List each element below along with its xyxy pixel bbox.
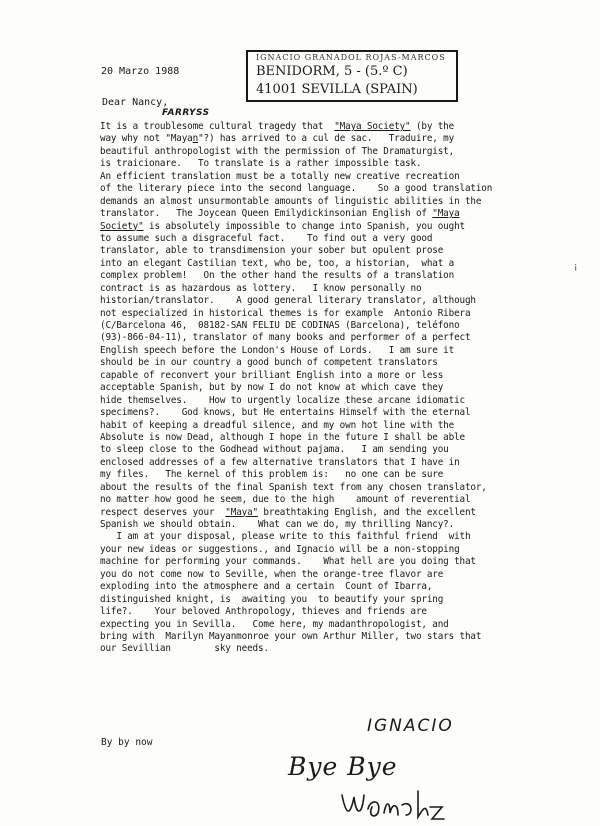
body-line — [100, 544, 580, 556]
body-line — [100, 295, 580, 307]
body-line — [100, 581, 580, 593]
body-line — [100, 158, 580, 170]
body-line-text: is traicionare. To translate is a rather impossible task. — [100, 158, 422, 170]
body-line — [100, 395, 580, 407]
body-line-text: your new ideas or suggestions., and Ignacio will be a non-stopping — [100, 543, 460, 555]
body-line — [100, 619, 580, 631]
body-line-text: capable of reconvert your brilliant English into a more or less — [100, 369, 444, 381]
body-line-text: bring with Marilyn Mayanmonroe your own Arthur Miller, two stars that — [100, 630, 482, 642]
body-line-text: respect deserves your — [100, 506, 226, 518]
body-line-text: translator, able to transdimension your sober but opulent prose — [100, 245, 444, 257]
body-line-text: (93)-866-04-11), translator of many books and performer of a perfect — [100, 332, 471, 344]
closing: By by now — [101, 737, 153, 748]
body-line — [100, 121, 580, 133]
body-line — [100, 569, 580, 581]
body-line — [100, 594, 580, 606]
body-line-text: demands an almost unsurmontable amounts of linguistic abilities in the — [100, 195, 482, 207]
body-line — [100, 171, 580, 183]
body-line-text: to sleep close to the Godhead without pajama. I am sending you — [100, 444, 449, 456]
body-line — [100, 507, 580, 519]
body-line — [100, 494, 580, 506]
stamp-city: 41001 SEVILLA (SPAIN) — [256, 82, 418, 97]
body-line — [100, 183, 580, 195]
stamp-name: IGNACIO GRANADOL ROJAS-MARCOS — [256, 53, 446, 62]
underlined-title: "Maya — [432, 208, 460, 220]
signature-name: IGNACIO — [367, 716, 454, 736]
body-line — [100, 258, 580, 270]
body-line — [100, 146, 580, 158]
body-line-text: It is a troublesome cultural tragedy that — [100, 121, 335, 132]
body-line-text: historian/translator. A good general literary translator, although — [100, 295, 476, 307]
body-line-text: habit of keeping a dreadful silence, and my own hot line with the — [100, 419, 455, 431]
address-stamp — [246, 50, 458, 102]
body-line — [100, 420, 580, 432]
body-line — [100, 382, 580, 394]
body-line — [100, 407, 580, 419]
body-line — [100, 432, 580, 444]
letter-body — [100, 121, 580, 656]
body-line — [100, 531, 580, 543]
body-line-text: breathtaking English, and the excellent — [257, 506, 476, 518]
body-line-text: expecting you in Sevilla. Come here, my madanthropologist, and — [100, 618, 449, 630]
body-line-text: not especialized in historical themes is for example Antonio Ribera — [100, 307, 471, 319]
body-line-text: you do not come now to Seville, when the orange-tree flavor are — [100, 568, 444, 580]
body-line-text: about the results of the final Spanish text from any chosen translator, — [100, 481, 487, 493]
signature-bye: Bye Bye — [288, 752, 398, 781]
body-line-text: "?) has arrived to a cul de sac. Traduire, my — [198, 133, 455, 145]
body-line — [100, 357, 580, 369]
body-line-text: our Sevillian sky needs. — [100, 643, 269, 655]
body-line-text: machine for performing your commands. What hell are you doing that — [100, 556, 476, 568]
body-line-text: my files. The kernel of this problem is: no one can be sure — [100, 469, 444, 481]
letter-date: 20 Marzo 1988 — [101, 66, 180, 77]
body-line-text: of the literary piece into the second language. So a good translation — [100, 183, 493, 195]
signature-scribble-icon — [338, 785, 448, 825]
body-line — [100, 482, 580, 494]
body-line-text: beautiful anthropologist with the permission of The Dramaturgist, — [100, 145, 455, 157]
body-line — [100, 519, 580, 531]
body-line-text: I am at your disposal, please write to this faithful friend with — [100, 531, 471, 543]
body-line — [100, 221, 580, 233]
body-line-text: Absolute is now Dead, although I hope in the future I shall be able — [100, 431, 465, 443]
greeting: Dear Nancy, — [102, 97, 169, 108]
body-line — [100, 643, 580, 655]
body-line-text: hide themselves. How to urgently localize these arcane idiomatic — [100, 394, 465, 406]
body-line — [100, 556, 580, 568]
body-line — [100, 233, 580, 245]
body-line-text: is absolutely impossible to change into Spanish, you ought — [143, 220, 465, 232]
body-line — [100, 208, 580, 220]
body-line-text: contract is as hazardous as lottery. I know personally no — [100, 282, 422, 294]
body-line-text: should be in our country a good bunch of competent translators — [100, 357, 438, 369]
body-line-text: complex problem! On the other hand the results of a translation — [100, 270, 455, 282]
body-line — [100, 457, 580, 469]
body-line-text: (C/Barcelona 46, 08182-SAN FELIU DE CODINAS (Barcelona), teléfono — [100, 320, 460, 331]
stamp-street: BENIDORM, 5 - (5.º C) — [256, 64, 408, 79]
body-line-text: specimens?. God knows, but He entertains Himself with the eternal — [100, 407, 471, 419]
body-line-text: Spanish we should obtain. What can we do, my thrilling Nancy?. — [100, 519, 455, 530]
body-line-text: life?. Your beloved Anthropology, thieves and friends are — [100, 606, 427, 618]
underlined-title: "Maya Society" — [334, 121, 411, 132]
body-line-text: translator. The Joycean Queen Emilydickinsonian English of — [100, 208, 433, 220]
underlined-title: "Maya" — [225, 506, 258, 518]
body-line — [100, 196, 580, 208]
body-line — [100, 444, 580, 456]
body-line-text: to assume such a disgraceful fact. To find out a very good — [100, 232, 433, 244]
body-line-text: enclosed addresses of a few alternative translators that I have in — [100, 456, 460, 468]
body-line-text: exploding into the atmosphere and a certain Count of Ibarra, — [100, 581, 433, 593]
handwritten-note: FARRYSS — [162, 108, 210, 118]
underlined-title: Society" — [100, 220, 144, 232]
body-line — [100, 270, 580, 282]
body-line — [100, 308, 580, 320]
body-line — [100, 245, 580, 257]
body-line — [100, 320, 580, 332]
body-line — [100, 283, 580, 295]
body-line-text: acceptable Spanish, but by now I do not know at which cave they — [100, 382, 444, 394]
body-line — [100, 631, 580, 643]
body-line-text: distinguished knight, is awaiting you to beautify your spring — [100, 593, 444, 605]
body-line-text: way why not "Maya — [100, 133, 193, 145]
body-line-text: (by the — [410, 121, 455, 132]
body-line-text: no matter how good he seem, due to the high amount of reverential — [100, 494, 471, 506]
body-line-text: English speech before the London's House of Lords. I am sure it — [100, 344, 455, 356]
margin-mark: ¡ — [573, 262, 579, 272]
body-line — [100, 606, 580, 618]
body-line-text: An efficient translation must be a totally new creative recreation — [100, 170, 460, 182]
underlined-title: n — [192, 133, 199, 145]
body-line — [100, 133, 580, 145]
body-line — [100, 370, 580, 382]
body-line — [100, 332, 580, 344]
body-line — [100, 345, 580, 357]
body-line — [100, 469, 580, 481]
body-line-text: into an elegant Castilian text, who be, too, a historian, what a — [100, 257, 455, 269]
